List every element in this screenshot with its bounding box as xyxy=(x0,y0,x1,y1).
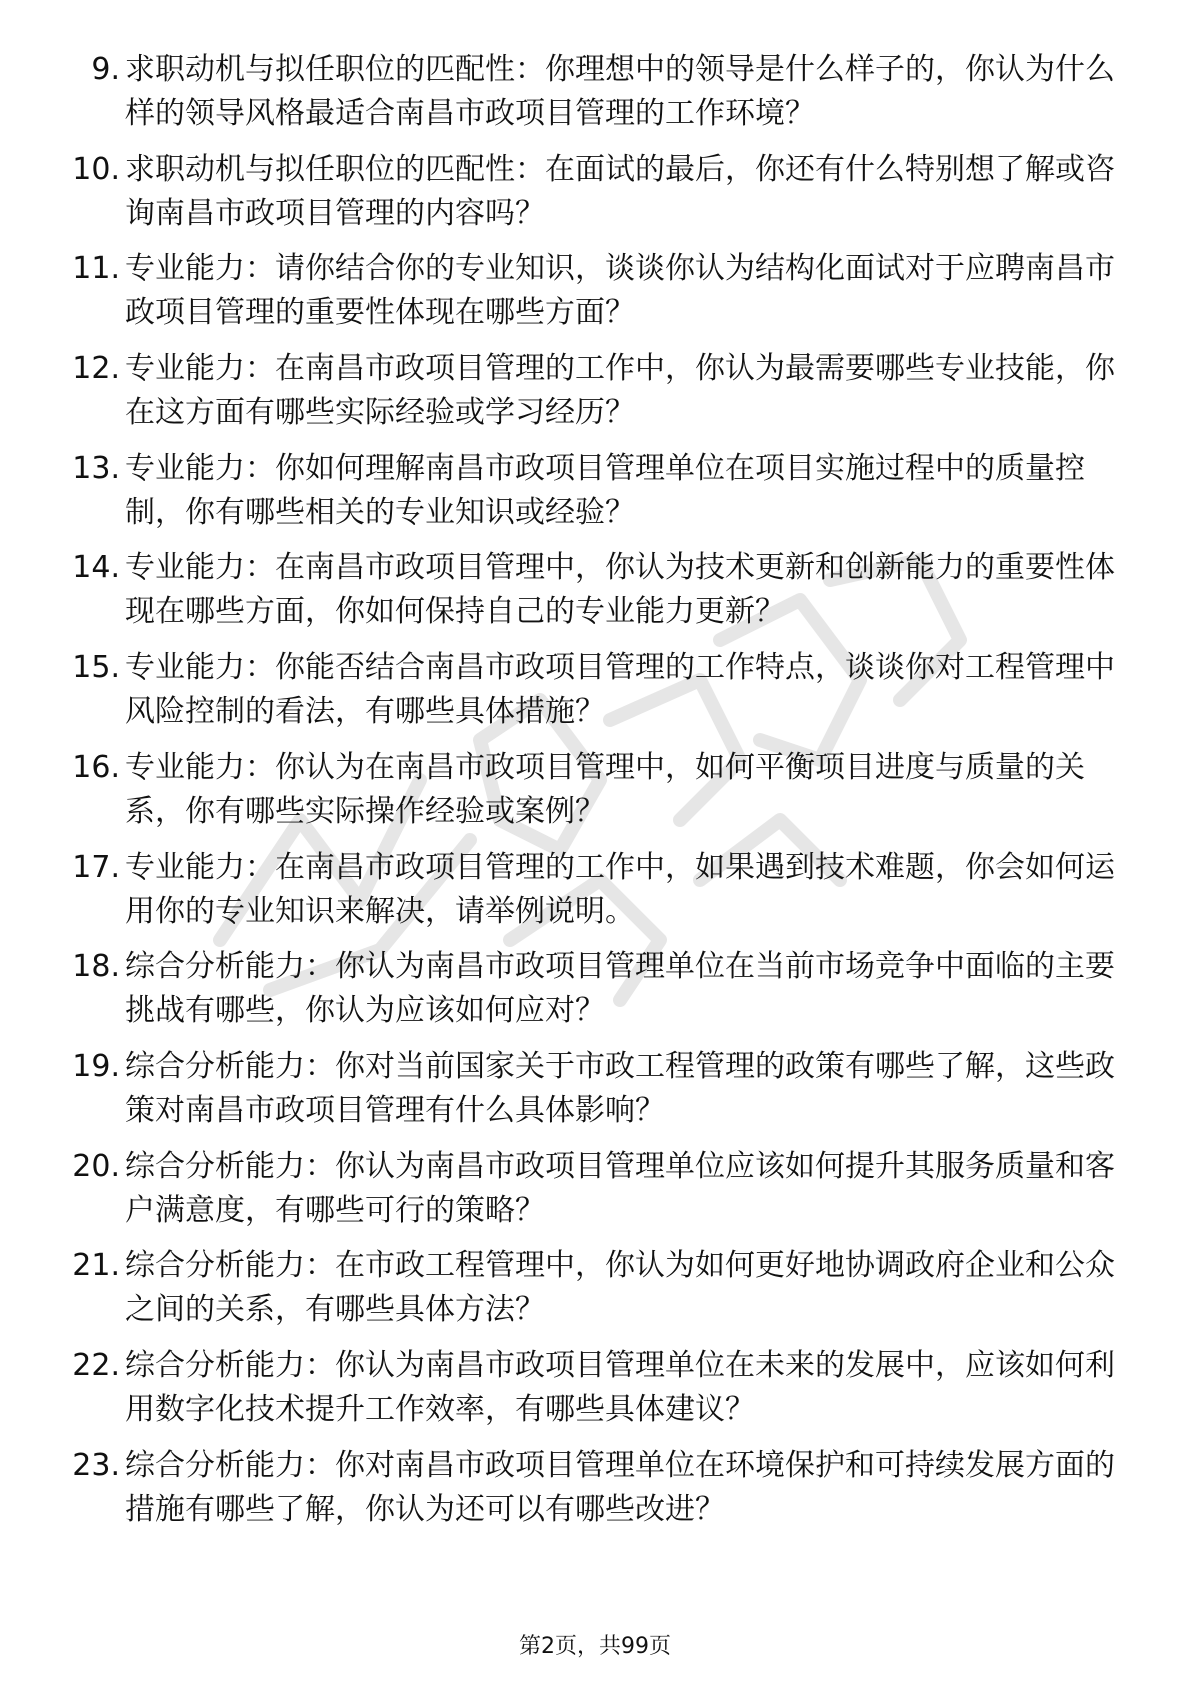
question-item xyxy=(0,1045,1190,1145)
question-item xyxy=(0,447,1190,547)
question-item xyxy=(0,746,1190,846)
question-text: 专业能力：在南昌市政项目管理中，你认为技术更新和创新能力的重要性体现在哪些方面，你如何保持自己的专业能力更新？ xyxy=(125,550,1115,630)
question-item xyxy=(0,646,1190,746)
question-text: 专业能力：你认为在南昌市政项目管理中，如何平衡项目进度与质量的关系，你有哪些实际操作经验或案例？ xyxy=(125,749,1085,829)
question-number: 23. xyxy=(72,1447,120,1483)
page-footer: 第2页，共99页 xyxy=(519,1634,671,1659)
question-number: 16. xyxy=(72,749,120,785)
question-number: 15. xyxy=(72,650,120,686)
question-number: 11. xyxy=(72,251,120,287)
question-number: 18. xyxy=(72,949,120,985)
question-text: 综合分析能力：你认为南昌市政项目管理单位在当前市场竞争中面临的主要挑战有哪些，你认为应该如何应对？ xyxy=(125,949,1115,1029)
question-text: 专业能力：你如何理解南昌市政项目管理单位在项目实施过程中的质量控制，你有哪些相关的专业知识或经验？ xyxy=(125,450,1085,530)
question-item xyxy=(0,148,1190,248)
question-text: 求职动机与拟任职位的匹配性：在面试的最后，你还有什么特别想了解或咨询南昌市政项目管理的内容吗？ xyxy=(125,151,1115,231)
question-number: 10. xyxy=(72,151,120,187)
question-number: 9. xyxy=(91,52,120,87)
question-list xyxy=(0,48,1190,1543)
question-number: 21. xyxy=(72,1248,120,1284)
question-number: 14. xyxy=(72,550,120,586)
question-item xyxy=(0,1344,1190,1444)
question-text: 专业能力：在南昌市政项目管理的工作中，你认为最需要哪些专业技能，你在这方面有哪些实际经验或学习经历？ xyxy=(125,351,1115,431)
question-number: 17. xyxy=(72,849,120,885)
question-number: 13. xyxy=(72,450,120,486)
question-item xyxy=(0,1444,1190,1544)
question-item xyxy=(0,1145,1190,1245)
question-item xyxy=(0,347,1190,447)
question-number: 19. xyxy=(72,1048,120,1084)
question-item xyxy=(0,546,1190,646)
question-text: 综合分析能力：在市政工程管理中，你认为如何更好地协调政府企业和公众之间的关系，有哪些具体方法？ xyxy=(125,1248,1115,1328)
question-item xyxy=(0,1244,1190,1344)
question-text: 综合分析能力：你认为南昌市政项目管理单位应该如何提升其服务质量和客户满意度，有哪些可行的策略？ xyxy=(125,1148,1115,1228)
question-item xyxy=(0,48,1190,148)
question-text: 求职动机与拟任职位的匹配性：你理想中的领导是什么样子的，你认为什么样的领导风格最适合南昌市政项目管理的工作环境？ xyxy=(125,52,1115,131)
question-text: 专业能力：你能否结合南昌市政项目管理的工作特点，谈谈你对工程管理中风险控制的看法，有哪些具体措施？ xyxy=(125,650,1115,730)
question-text: 专业能力：在南昌市政项目管理的工作中，如果遇到技术难题，你会如何运用你的专业知识来解决，请举例说明。 xyxy=(125,849,1115,929)
question-number: 22. xyxy=(72,1347,120,1383)
question-number: 20. xyxy=(72,1148,120,1184)
question-text: 综合分析能力：你对当前国家关于市政工程管理的政策有哪些了解，这些政策对南昌市政项目管理有什么具体影响？ xyxy=(125,1048,1115,1128)
question-item xyxy=(0,846,1190,946)
question-text: 综合分析能力：你认为南昌市政项目管理单位在未来的发展中，应该如何利用数字化技术提升工作效率，有哪些具体建议？ xyxy=(125,1347,1115,1427)
question-number: 12. xyxy=(72,351,120,387)
question-text: 专业能力：请你结合你的专业知识，谈谈你认为结构化面试对于应聘南昌市政项目管理的重要性体现在哪些方面？ xyxy=(125,251,1115,331)
question-item xyxy=(0,247,1190,347)
question-item xyxy=(0,945,1190,1045)
question-text: 综合分析能力：你对南昌市政项目管理单位在环境保护和可持续发展方面的措施有哪些了解，你认为还可以有哪些改进？ xyxy=(125,1447,1115,1527)
